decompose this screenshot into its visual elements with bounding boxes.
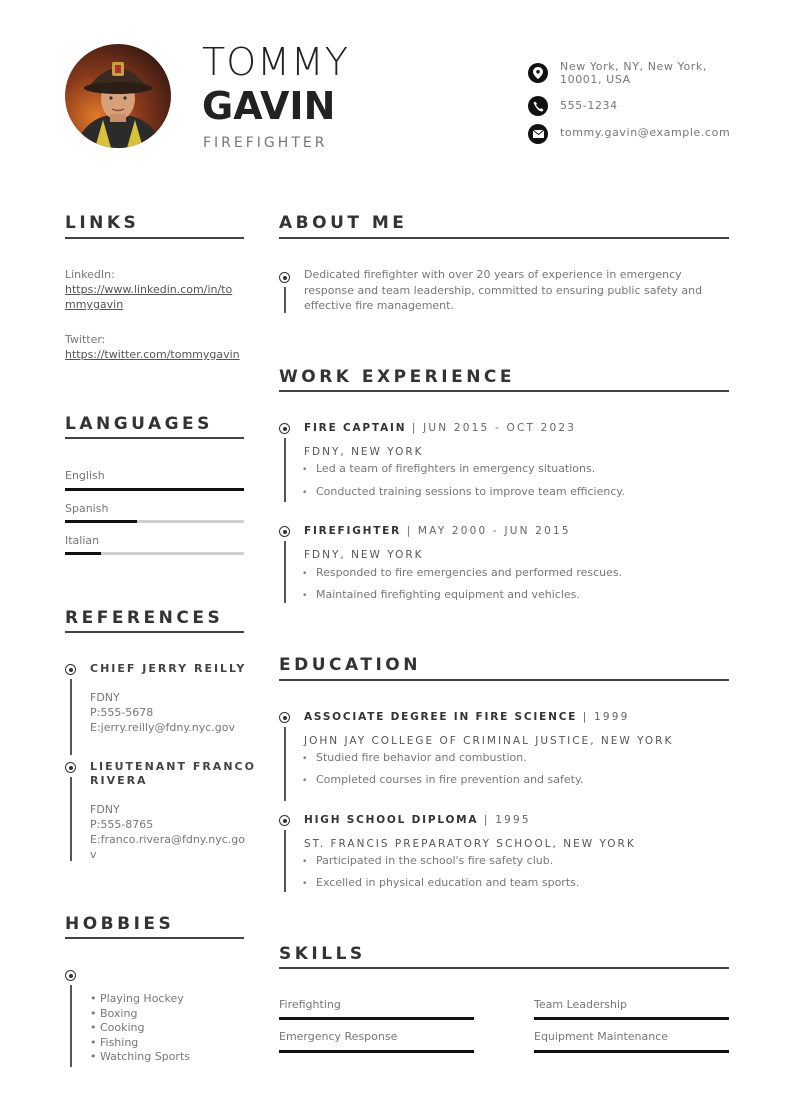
bullet-dot: • [302, 465, 308, 475]
timeline-marker [279, 815, 290, 826]
hobby-item: • Boxing [90, 1006, 138, 1020]
job-org: FDNY, NEW YORK [304, 446, 424, 458]
languages-title: LANGUAGES [65, 414, 213, 434]
education-rule [279, 679, 729, 681]
skills-title: SKILLS [279, 944, 366, 964]
hobby-item: • Cooking [90, 1021, 145, 1035]
skill-level-fill [279, 1050, 474, 1053]
timeline-marker [279, 526, 290, 537]
skill-bar [279, 1050, 474, 1053]
linkedin-link[interactable] [65, 282, 232, 312]
reference-email-line-2: v [90, 848, 97, 861]
address-line-1: New York, NY, New York, [560, 60, 707, 73]
hobby-item: • Playing Hockey [90, 992, 184, 1005]
education-title: EDUCATION [279, 655, 421, 675]
timeline-line [284, 287, 286, 313]
reference-email: E:jerry.reilly@fdny.nyc.gov [90, 721, 236, 734]
linkedin-label: LinkedIn: [65, 268, 115, 281]
job-title: FIREFIGHTER [203, 135, 328, 151]
firefighter-portrait [65, 44, 171, 148]
linkedin-url-line-2[interactable]: mmygavin [65, 298, 124, 311]
separator: | [577, 711, 594, 723]
education-heading [304, 711, 630, 723]
hobbies-list [90, 992, 190, 1065]
language-level-fill [65, 488, 244, 491]
skill-name: Firefighting [279, 998, 341, 1011]
timeline-marker [65, 762, 76, 773]
skill-name: Equipment Maintenance [534, 1030, 669, 1043]
about-title: ABOUT ME [279, 213, 408, 233]
reference-name-line-1: LIEUTENANT FRANCO [90, 760, 256, 773]
bullet-text: Maintained firefighting equipment and vehicles. [316, 588, 580, 601]
about-line: Dedicated firefighter with over 20 years of experience in emergency [304, 268, 682, 281]
reference-email-line-1: E:franco.rivera@fdny.nyc.go [90, 833, 245, 846]
timeline-marker [65, 970, 76, 981]
address [560, 60, 707, 86]
reference-name: CHIEF JERRY REILLY [90, 662, 247, 675]
references-title: REFERENCES [65, 608, 224, 628]
bullet-text: Excelled in physical education and team sports. [316, 876, 580, 889]
skill-name: Emergency Response [279, 1030, 398, 1043]
reference-org: FDNY [90, 803, 120, 816]
skill-level-fill [534, 1050, 729, 1053]
bullet-text: Participated in the school's fire safety club. [316, 854, 554, 867]
twitter-link[interactable]: https://twitter.com/tommygavin [65, 348, 240, 361]
skill-bar [279, 1017, 474, 1020]
skill-level-fill [534, 1017, 729, 1020]
about-line: effective fire management. [304, 299, 454, 313]
job-role: FIRE CAPTAIN [304, 422, 407, 434]
timeline-line [284, 438, 286, 502]
about-rule [279, 237, 729, 239]
hobbies-title: HOBBIES [65, 914, 175, 934]
education-bullet [302, 751, 527, 764]
work-rule [279, 390, 729, 392]
hobbies-rule [65, 937, 244, 939]
job-dates: MAY 2000 - JUN 2015 [417, 525, 571, 537]
job-bullet [302, 485, 625, 498]
work-title: WORK EXPERIENCE [279, 367, 516, 387]
hobby-item: • Watching Sports [90, 1050, 190, 1064]
separator: | [401, 525, 418, 537]
bullet-dot: • [302, 488, 308, 498]
job-role: FIREFIGHTER [304, 525, 402, 537]
email[interactable]: tommy.gavin@example.com [560, 126, 731, 139]
bullet-text: Studied fire behavior and combustion. [316, 751, 527, 764]
education-bullet [302, 876, 579, 889]
last-name: GAVIN [202, 84, 336, 128]
education-heading [304, 814, 531, 826]
about-line: response and team leadership, committed to ensuring public safety and [304, 283, 703, 297]
job-bullet [302, 462, 595, 475]
skills-rule [279, 967, 729, 969]
job-heading [304, 422, 576, 434]
degree: ASSOCIATE DEGREE IN FIRE SCIENCE [304, 711, 578, 723]
linkedin-url-line-1[interactable]: https://www.linkedin.com/in/to [65, 283, 233, 296]
links-rule [65, 237, 244, 239]
address-line-2: 10001, USA [560, 73, 631, 86]
reference-name [90, 760, 256, 788]
skill-bar [534, 1017, 729, 1020]
hobby-item: • Fishing [90, 1035, 139, 1049]
envelope-icon [528, 124, 548, 144]
timeline-line [70, 777, 72, 861]
reference-org: FDNY [90, 691, 120, 704]
job-bullet [302, 566, 622, 579]
job-heading [304, 525, 571, 537]
first-name: TOMMY [202, 40, 349, 84]
separator: | [406, 422, 424, 434]
bullet-dot: • [302, 857, 308, 867]
year: 1999 [594, 711, 630, 723]
bullet-dot: • [302, 591, 308, 601]
reference-name-line-2: RIVERA [90, 774, 148, 787]
bullet-dot: • [302, 569, 308, 579]
language-level-fill [65, 520, 137, 523]
school: JOHN JAY COLLEGE OF CRIMINAL JUSTICE, NEW YORK [304, 735, 674, 747]
bullet-text: Conducted training sessions to improve team efficiency. [316, 485, 625, 498]
skill-level-fill [279, 1017, 474, 1020]
bullet-dot: • [302, 754, 308, 764]
language-bar-english [65, 488, 244, 491]
timeline-line [284, 830, 286, 892]
language-bar-italian [65, 552, 244, 555]
bullet-text: Responded to fire emergencies and performed rescues. [316, 566, 623, 579]
language-name: Italian [65, 534, 100, 547]
bullet-text: Completed courses in fire prevention and safety. [316, 773, 584, 786]
reference-email [90, 832, 245, 862]
reference-phone: P:555-8765 [90, 818, 154, 831]
phone[interactable]: 555-1234 [560, 99, 618, 112]
twitter-label: Twitter: [65, 333, 106, 346]
timeline-marker [65, 664, 76, 675]
timeline-line [70, 985, 72, 1067]
bullet-dot: • [302, 776, 308, 786]
bullet-dot: • [302, 879, 308, 889]
language-bar-spanish [65, 520, 244, 523]
job-dates: JUN 2015 - OCT 2023 [423, 422, 577, 434]
school: ST. FRANCIS PREPARATORY SCHOOL, NEW YORK [304, 838, 636, 850]
location-pin-icon [528, 63, 548, 83]
phone-icon [528, 96, 548, 116]
timeline-line [70, 679, 72, 755]
job-bullet [302, 588, 580, 601]
languages-rule [65, 437, 244, 439]
separator: | [478, 814, 496, 826]
year: 1995 [495, 814, 531, 826]
links-title: LINKS [65, 213, 140, 233]
timeline-marker [279, 712, 290, 723]
timeline-line [284, 541, 286, 603]
degree: HIGH SCHOOL DIPLOMA [304, 814, 479, 826]
education-bullet [302, 773, 583, 786]
bullet-text: Led a team of firefighters in emergency situations. [316, 462, 596, 475]
education-bullet [302, 854, 553, 867]
job-org: FDNY, NEW YORK [304, 549, 424, 561]
timeline-marker [279, 272, 290, 283]
language-name: English [65, 469, 105, 482]
timeline-line [284, 727, 286, 801]
skill-name: Team Leadership [534, 998, 628, 1011]
language-name: Spanish [65, 502, 109, 515]
about-text [304, 267, 702, 314]
avatar [65, 44, 171, 148]
references-rule [65, 631, 244, 633]
reference-phone: P:555-5678 [90, 706, 154, 719]
timeline-marker [279, 423, 290, 434]
skill-bar [534, 1050, 729, 1053]
language-level-fill [65, 552, 101, 555]
